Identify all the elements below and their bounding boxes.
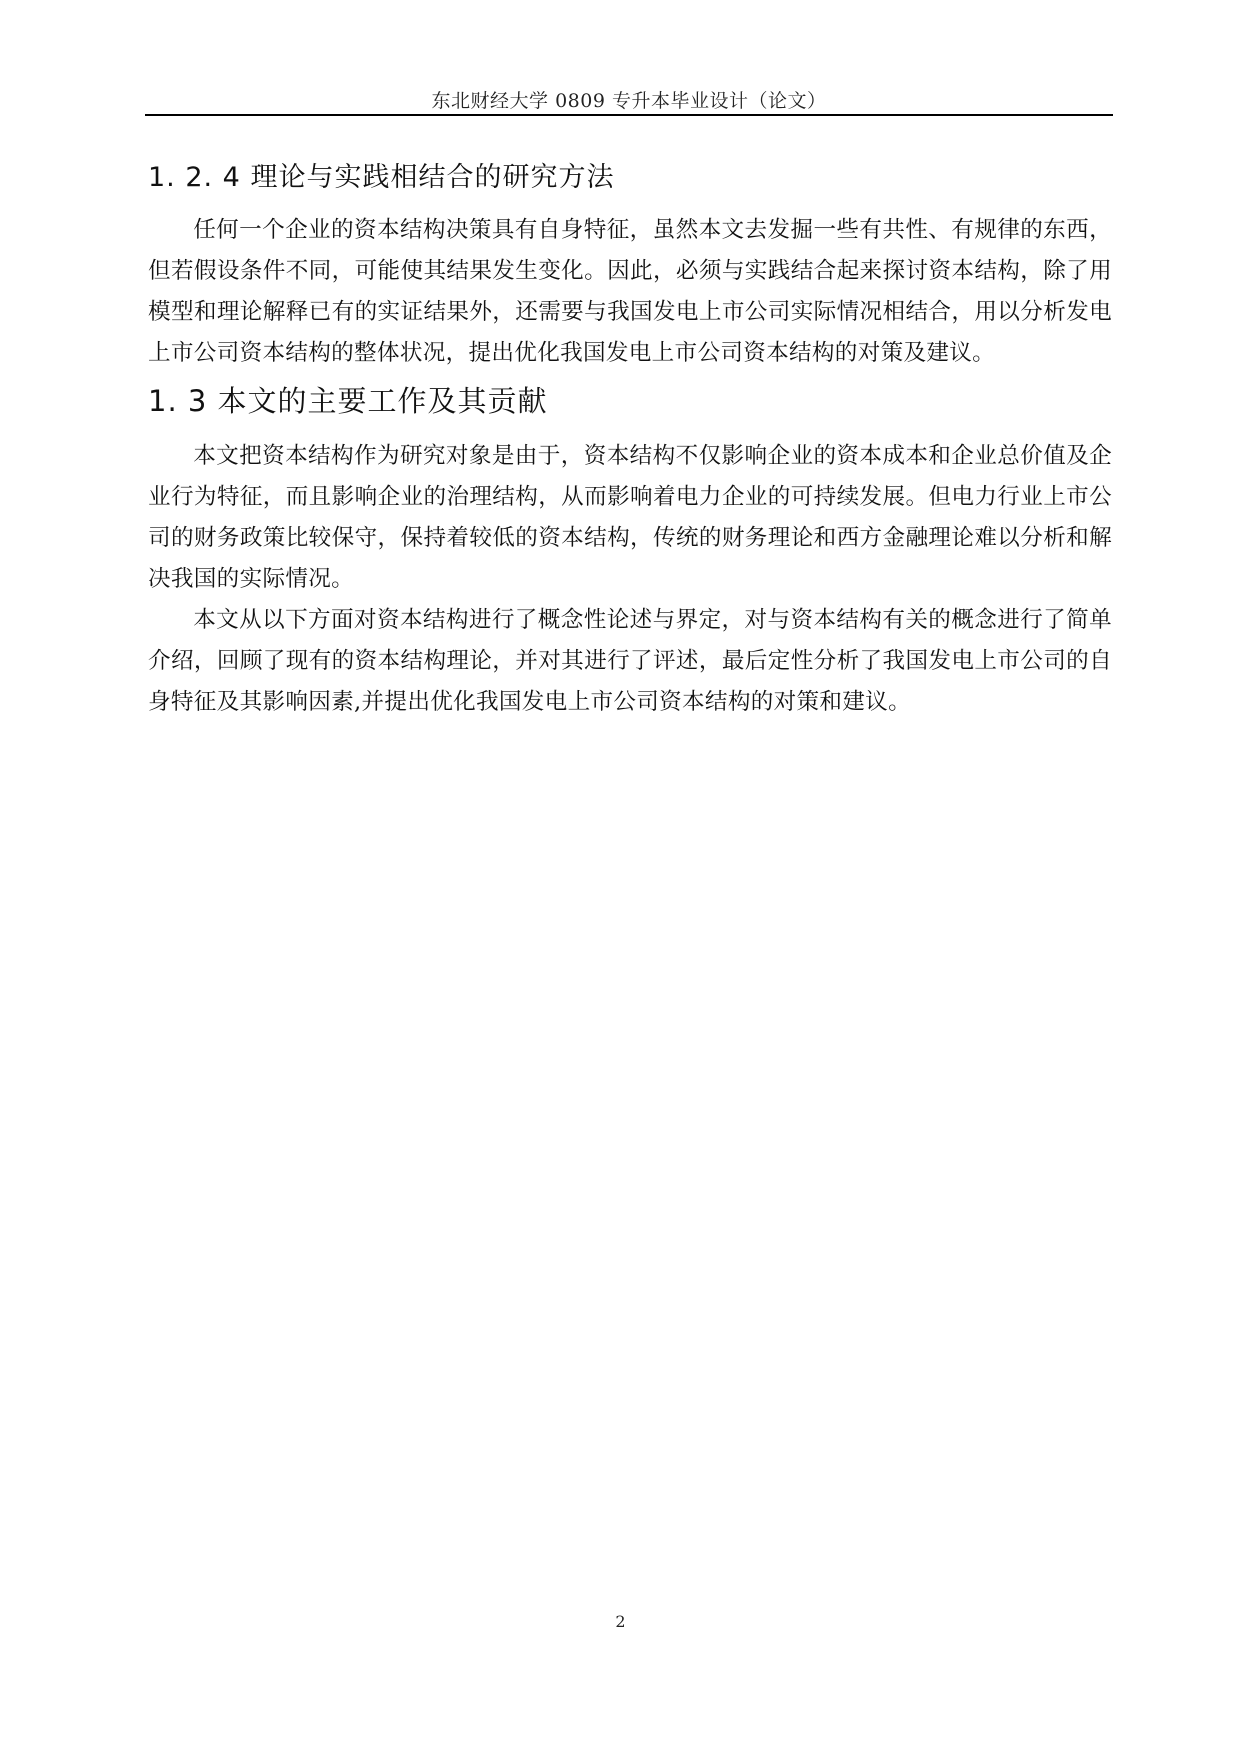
paragraph-main-work-1: 本文把资本结构作为研究对象是由于，资本结构不仅影响企业的资本成本和企业总价值及企业行为特征，而且影响企业的治理结构，从而影响着电力企业的可持续发展。但电力行业上市公司的财务政策比较保守，保持着较低的资本结构，传统的财务理论和西方金融理论难以分析和解决我国的实际情况。	[148, 443, 1112, 592]
header-rule	[145, 114, 1113, 116]
running-header: 东北财经大学 0809 专升本毕业设计（论文）	[431, 90, 827, 112]
paragraph-research-method: 任何一个企业的资本结构决策具有自身特征，虽然本文去发掘一些有共性、有规律的东西，但若假设条件不同，可能使其结果发生变化。因此，必须与实践结合起来探讨资本结构，除了用模型和理论解释已有的实证结果外，还需要与我国发电上市公司实际情况相结合，用以分析发电上市公司资本结构的整体状况，提出优化我国发电上市公司资本结构的对策及建议。	[148, 217, 1112, 366]
page-number: 2	[615, 1612, 626, 1631]
section-heading-1-2-4: 1. 2. 4 理论与实践相结合的研究方法	[148, 162, 615, 193]
paragraph-main-work-2: 本文从以下方面对资本结构进行了概念性论述与界定，对与资本结构有关的概念进行了简单介绍，回顾了现有的资本结构理论，并对其进行了评述，最后定性分析了我国发电上市公司的自身特征及其影响因素,并提出优化我国发电上市公司资本结构的对策和建议。	[148, 607, 1112, 715]
section-heading-1-3: 1. 3 本文的主要工作及其贡献	[148, 384, 548, 418]
page-body	[148, 158, 1112, 723]
